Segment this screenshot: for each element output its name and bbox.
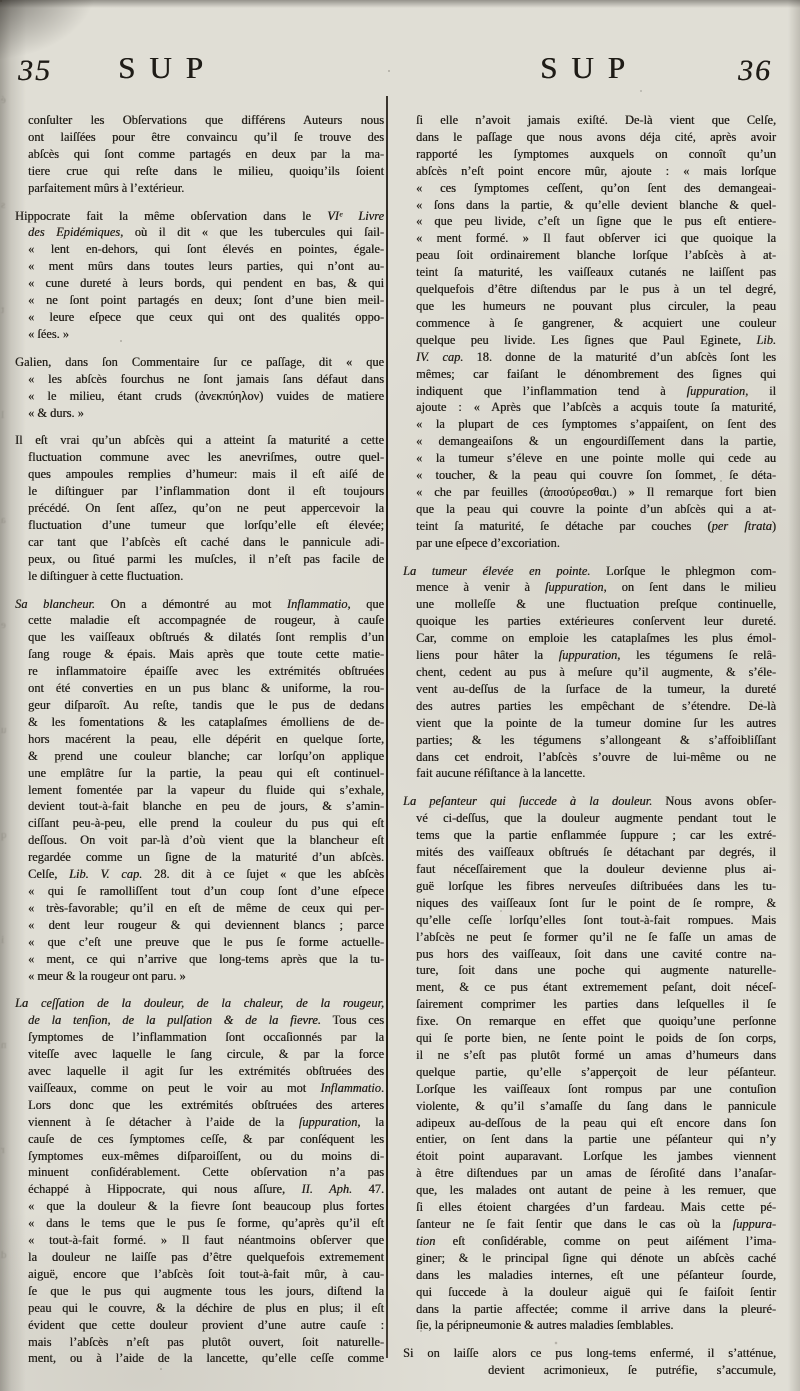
text-line: ajoute : « Après que l’abſcès a acquis toute ſa maturité, bbox=[416, 400, 776, 415]
text-line: regardée comme un ſigne de la maturité d’un abſcès. bbox=[28, 850, 384, 865]
text-line: que, les malades ont autant de peine à les remuer, que bbox=[416, 1183, 776, 1198]
bleedthrough-glyph: n bbox=[1, 1039, 7, 1051]
text-line: aiguë, encore que l’abſcès ſoit tout-à-fait mûr, à cau- bbox=[28, 1266, 384, 1281]
text-line: qui ſe porte bien, ne ſente point le poids de ſon corps, bbox=[416, 1031, 776, 1046]
text-line: mités des vaiſſeaux obſtrués ſe détachant par degrés, il bbox=[416, 845, 776, 860]
text-line: à être diſtendues par un amas de ſéroſité dans l’anaſar- bbox=[416, 1166, 776, 1181]
text-line: tion eſt conſidérable, comme on peut aiſément l’ima- bbox=[416, 1233, 776, 1248]
text-line: ſi elles étoient chargées d’un fardeau. Mais cette pé- bbox=[416, 1200, 776, 1215]
text-line: devient tout-à-fait blanche en peu de jours, & s’amin- bbox=[28, 799, 384, 814]
text-column-right bbox=[403, 112, 776, 1379]
text-line: adipeux au-deſſous de la peau qui eſt encore dans ſon bbox=[416, 1115, 776, 1130]
text-line: pus hors des vaiſſeaux, ſoit dans une cavité contre na- bbox=[416, 946, 776, 961]
text-line: ciſſant peu-à-peu, elle prend la couleur du pus qui eſt bbox=[28, 816, 384, 831]
text-line: ment, & ce pus étant extremement peſant, doit néceſ- bbox=[416, 980, 776, 995]
text-line: faut néceſſairement que la douleur devienne plus ai- bbox=[416, 861, 776, 876]
paragraph-block bbox=[15, 995, 384, 1367]
text-line: Si on laiſſe alors ce pus long-tems enfermé, il s’atténue, bbox=[403, 1346, 776, 1361]
text-line: indiquent que l’inflammation tend à ſuppuration, il bbox=[416, 383, 776, 398]
text-line: évident que cette douleur provient d’une autre cauſe : bbox=[28, 1317, 384, 1332]
text-line: conſulter les Obſervations que différens Auteurs nous bbox=[28, 113, 384, 127]
text-line: vient que la pointe de la tumeur domine ſur les autres bbox=[416, 715, 776, 730]
text-line: peux, ou ſitué parmi les muſcles, il n’eſt pas facile de bbox=[28, 551, 384, 566]
text-line: mence à venir à ſuppuration, on ſent dans le milieu bbox=[416, 580, 776, 595]
text-line: peau ſoit ordinairement blanche lorſque l’abſcès à at- bbox=[416, 248, 776, 263]
text-line: qu’elle ceſſe lorſqu’elles ſont tout-à-fait rompues. Mais bbox=[416, 912, 776, 927]
text-line: « que la douleur & la fievre ſont beaucoup plus fortes bbox=[28, 1199, 384, 1214]
text-line: quelquefois d’être diſtendus par le pus à un tel degré, bbox=[416, 282, 776, 297]
text-line: par une eſpece d’excoriation. bbox=[416, 535, 560, 550]
text-line: « meur & la rougeur ont paru. » bbox=[28, 968, 186, 983]
text-line: La ceſſation de la douleur, de la chaleur, de la rougeur, bbox=[15, 996, 384, 1011]
text-line: cette maladie eſt accompagnée de rougeur, à cauſe bbox=[28, 613, 384, 628]
text-line: giner; & le principal ſigne qui dénote un abſcès caché bbox=[416, 1250, 776, 1265]
text-line: ſie, la péripneumonie & autres maladies ſemblables. bbox=[416, 1318, 674, 1333]
text-line: « toucher, & la peau qui couvre ſon ſommet, ſe déta- bbox=[416, 468, 776, 483]
text-line: ſairement comprimer les parties dans leſquelles il ſe bbox=[416, 997, 776, 1012]
bleedthrough-glyph: s bbox=[1, 199, 6, 211]
text-line: entier, on ſent dans la partie une péſanteur qui n’y bbox=[416, 1132, 776, 1147]
text-line: « ſons dans la partie, & qu’elle devient blanche & quel- bbox=[416, 197, 776, 212]
text-line: « ſées. » bbox=[28, 326, 69, 341]
text-line: le diſtinguer par l’inflammation dont il eſt toujours bbox=[28, 484, 384, 499]
bleedthrough-glyph: u bbox=[1, 724, 7, 736]
text-line: « la plupart de ces ſymptomes s’appaiſent, on ſent des bbox=[416, 417, 776, 432]
text-line: ſe que le pus qui augmente tous les jours, diſtend la bbox=[28, 1283, 384, 1298]
text-line: violente, & qu’il s’amaſſe du ſang dans le pannicule bbox=[416, 1098, 776, 1113]
text-line: « qui ſe ramolliſſent tout d’un coup ſont d’une eſpece bbox=[28, 883, 384, 898]
text-line: « ment formé. » Il faut obſerver ici que quoique la bbox=[416, 231, 776, 246]
text-line: abſcès n’eſt point encore mûr, ajoute : « mais lorſque bbox=[416, 163, 776, 178]
text-line: ſanteur ne ſe fait ſentir que dans le cas où la ſuppura- bbox=[416, 1217, 776, 1231]
text-line: & les fomentations & les cataplaſmes émolliens de de- bbox=[28, 714, 384, 729]
text-line: peau qui le couvre, & la déchire de plus en plus; il eſt bbox=[28, 1300, 384, 1315]
bleedthrough-glyph: t bbox=[1, 304, 5, 316]
paragraph-block bbox=[403, 112, 776, 552]
text-line: teint ſa maturité, les vaiſſeaux cutanés ne laiſſent pas bbox=[416, 265, 776, 280]
text-line: Celſe, Lib. V. cap. 28. dit à ce ſujet « que les abſcès bbox=[28, 867, 384, 882]
text-line: « ment, ce qui n’arrive que long-tems après que la tu- bbox=[28, 951, 384, 966]
text-line: teint ſa maturité, ſe détache par couches (per ſtrata) bbox=[416, 518, 776, 533]
text-line: dans le paſſage que nous avons déja cité, après avoir bbox=[416, 129, 776, 144]
text-line: minuent conſidérablement. Cette obſervation n’a pas bbox=[28, 1165, 384, 1180]
text-line: vé ci-deſſus, que la douleur augmente pendant tout le bbox=[416, 811, 776, 826]
text-line: parfaitement mûrs à l’extérieur. bbox=[28, 180, 185, 195]
text-line: « lent en-dehors, qui ſont élevés en pointes, égale- bbox=[28, 242, 384, 257]
text-line: « les abſcès fourchus ne ſont jamais ſans défaut dans bbox=[28, 371, 384, 386]
paragraph-block bbox=[15, 432, 384, 584]
text-line: il ne s’eſt pas plutôt formé un amas d’humeurs dans bbox=[416, 1047, 776, 1062]
text-line: chent, cedent au pus à meſure qu’il augmente, & s’éle- bbox=[416, 665, 776, 679]
text-line: car tant que l’abſcès eſt caché dans le pannicule adi- bbox=[28, 534, 384, 549]
bleedthrough-glyph: i bbox=[1, 934, 5, 946]
paragraph-block bbox=[15, 208, 384, 343]
text-line: rapporté les ſymptomes auxquels on connoît qu’un bbox=[416, 146, 776, 161]
text-line: échappé à Hippocrate, qui nous aſſure, II. Aph. 47. bbox=[28, 1182, 385, 1197]
text-line: parties; & les tégumens s’allongeant & s’affoibliſſant bbox=[416, 732, 776, 747]
text-column-left bbox=[15, 112, 384, 1367]
paragraph-block bbox=[15, 354, 384, 422]
text-line: ſymptomes de l’inflammation ſont occaſionnés par la bbox=[28, 1030, 384, 1045]
text-line: « che par feuilles (ἀποσύρεσθαι.) » Il remarque fort bien bbox=[416, 484, 776, 499]
text-line: Lors donc que les extrémités obſtruées des arteres bbox=[28, 1097, 384, 1112]
text-line: commence à ſe gangrener, & acquiert une couleur bbox=[416, 315, 776, 330]
text-line: IV. cap. 18. donne de la maturité d’un abſcès ſont les bbox=[416, 349, 777, 364]
text-line: fixe. On remarque en effet que quoiqu’une perſonne bbox=[416, 1014, 776, 1029]
text-line: vaiſſeaux, comme on peut le voir au mot Inflammatio. bbox=[28, 1080, 384, 1095]
text-line: que la peau qui couvre la pointe d’un abſcès qui a at- bbox=[416, 501, 776, 516]
text-line: « ne ſont point partagés en deux; ſont d’une bien meil- bbox=[28, 293, 384, 308]
text-line: quoique les parties extérieures conſervent leur dureté. bbox=[416, 614, 776, 629]
text-line: ont été converties en un pus blanc & uniforme, la rou- bbox=[28, 681, 384, 696]
text-line: mêmes; car faiſant le dénombrement des ſignes qui bbox=[416, 366, 776, 381]
bleedthrough-glyph: r bbox=[1, 1144, 5, 1156]
text-line: La peſanteur qui ſuccede à la douleur. Nous avons obſer- bbox=[403, 794, 776, 809]
bleedthrough-glyph: a bbox=[1, 514, 6, 526]
text-line: ſymptomes eux-mêmes diſparoiſſent, ou du moins di- bbox=[28, 1148, 384, 1163]
bleedthrough-glyph: d bbox=[1, 1249, 7, 1261]
text-line: dans la partie affectée; comme il arrive dans la pleuré- bbox=[416, 1301, 776, 1316]
text-line: « la tumeur s’éleve en une pointe molle qui cede au bbox=[416, 451, 776, 466]
text-line: avec laquelle il agit ſur les extrémités obſtruées des bbox=[28, 1064, 384, 1079]
text-line: une emplâtre ſur la partie, la peau qui eſt continuel- bbox=[28, 765, 384, 780]
text-line: ques ampoules remplies d’humeur: mais il eſt aiſé de bbox=[28, 467, 384, 482]
text-line: « tout-à-fait formé. » Il faut néantmoins obſerver que bbox=[28, 1233, 384, 1248]
text-line: fait aucune réſiſtance à la lancette. bbox=[416, 766, 586, 781]
text-line: viennent à ſe détacher à l’aide de la ſuppuration, la bbox=[28, 1114, 384, 1129]
text-line: des autres parties les empêchant de s’étendre. De-là bbox=[416, 698, 776, 713]
text-line: guë lorſque les fibres nerveuſes diſtribuées dans les tu- bbox=[416, 878, 776, 893]
text-line: viteſſe avec laquelle le ſang circule, & par la force bbox=[28, 1047, 384, 1062]
bleedthrough-glyph: e bbox=[1, 619, 6, 631]
text-line: que les vaiſſeaux obſtrués & dilatés ſont remplis d’un bbox=[28, 630, 384, 645]
text-line: & prend une couleur blanche; car lorſqu’on applique bbox=[28, 748, 384, 763]
text-line: hors macérent la peau, elle dépérit en quelque ſorte, bbox=[28, 731, 384, 746]
paragraph-block bbox=[15, 596, 384, 985]
text-line: qui ſuccede à la douleur aiguë qui ſe faiſoit ſentir bbox=[416, 1284, 776, 1299]
text-line: « & durs. » bbox=[28, 405, 84, 420]
text-line: tiere crue qui reſte dans le milieu, quoiqu’ils ſoient bbox=[28, 163, 384, 178]
text-line: niques des vaiſſeaux ſont ſur le point de ſe rompre, & bbox=[416, 895, 776, 910]
text-line: quelque peu livide. Les ſignes que Paul Eginete, Lib. bbox=[416, 332, 776, 347]
text-line: « dent leur rougeur & qui deviennent blancs ; parce bbox=[28, 917, 384, 932]
paragraph-block bbox=[403, 563, 776, 783]
text-line: vent au-deſſus de la ſurface de la tumeur, la dureté bbox=[416, 681, 776, 696]
text-line: dans cet endroit, l’abſcès s’ouvre de lui-même ou ne bbox=[416, 749, 776, 764]
text-line: lement fomentée par la vapeur du fluide qui s’exhale, bbox=[28, 782, 384, 797]
text-line: « dans le tems que le pus ſe forme, qu’après qu’il eſt bbox=[28, 1216, 384, 1231]
text-line: tems que la partie enflammée ſuppure ; car les extré- bbox=[416, 828, 776, 843]
text-line: quelque partie, qu’elle s’apperçoit de leur péſanteur. bbox=[416, 1064, 776, 1079]
text-line: « très-favorable; qu’il en eſt de même de ceux qui per- bbox=[28, 900, 384, 915]
text-line: de la tenſion, de la pulſation & de la fievre. Tous ces bbox=[28, 1013, 384, 1028]
text-line: abſcès qui ſont comme partagés en deux par la ma- bbox=[28, 146, 384, 161]
text-line: « demangeaiſons & un engourdiſſement dans la partie, bbox=[416, 434, 776, 449]
text-line: ture, ſoit dans une poche qui augmente naturelle- bbox=[416, 963, 776, 978]
text-line: le diſtinguer à cette fluctuation. bbox=[28, 568, 184, 583]
bleedthrough-glyph: q bbox=[1, 829, 7, 841]
text-line: une molleſſe & une fluctuation preſque continuelle, bbox=[416, 597, 776, 612]
text-line: Galien, dans ſon Commentaire ſur ce paſſage, dit « que bbox=[15, 354, 384, 369]
text-line: « que c’eſt une preuve que le pus ſe forme actuelle- bbox=[28, 934, 384, 949]
text-line: mais l’abſcès n’eſt pas plutôt ouvert, ſoit naturelle- bbox=[28, 1334, 384, 1349]
paragraph-block bbox=[15, 112, 384, 197]
page-number-right: 36 bbox=[738, 54, 772, 87]
paragraph-block bbox=[403, 793, 776, 1334]
text-line: « que peu livide, c’eſt un ſigne que le pus eſt entiere- bbox=[416, 214, 776, 229]
text-line: dans les maladies internes, eſt une péſanteur ſourde, bbox=[416, 1267, 776, 1282]
text-line: Sa blancheur. On a démontré au mot Inflammatio, que bbox=[15, 596, 384, 611]
column-divider-rule bbox=[386, 96, 388, 1358]
bleedthrough-artifacts bbox=[0, 0, 16, 1391]
text-line: fluctuation commune avec les anevriſmes, outre quel- bbox=[28, 450, 384, 465]
text-line: « le milieu, étant cruds (ἀνεκπύηλον) vuides de matiere bbox=[28, 388, 384, 403]
text-line: Hippocrate fait la même obſervation dans le VIᵉ Livre bbox=[15, 208, 384, 223]
text-line: La tumeur élevée en pointe. Lorſque le phlegmon com- bbox=[403, 563, 776, 578]
text-line: Car, comme on emploie les cataplaſmes les plus émol- bbox=[416, 631, 776, 646]
text-line: « ment mûrs dans toutes leurs parties, qui n’ont au- bbox=[28, 259, 384, 274]
text-line: des Epidémiques, où il dit « que les tubercules qui ſail- bbox=[28, 225, 385, 240]
text-line: devient acrimonieux, ſe putréfie, s’accumule, bbox=[488, 1363, 776, 1378]
page-number-left: 35 bbox=[18, 54, 52, 87]
text-line: ont laiſſées pour être convaincu qu’il ſe trouve des bbox=[28, 129, 384, 144]
text-line: précédé. On ſent aſſez, qu’on ne peut appercevoir la bbox=[28, 501, 384, 516]
text-line: « leure eſpece que ceux qui ont des qualités oppo- bbox=[28, 309, 384, 324]
bleedthrough-glyph: l bbox=[1, 409, 5, 421]
text-line: ſi elle n’avoit jamais exiſté. De-là vient que Celſe, bbox=[416, 113, 776, 127]
bleedthrough-glyph: é bbox=[1, 94, 6, 106]
running-title-right: SUP bbox=[540, 50, 639, 85]
running-title-left: SUP bbox=[118, 50, 217, 85]
text-line: Il eſt vrai qu’un abſcès qui a atteint ſa maturité a cette bbox=[15, 433, 384, 448]
text-line: liens pour hâter la ſuppuration, les tégumens ſe relâ- bbox=[416, 648, 776, 663]
text-line: la douleur ne laiſſe pas d’être quelquefois extremement bbox=[28, 1250, 384, 1264]
text-line: ſang rouge & épais. Mais après que toute cette matie- bbox=[28, 647, 384, 662]
text-line: re inflammatoire épaiſſe avec les extrémités obſtruées bbox=[28, 664, 384, 679]
text-line: « cune dureté à leurs bords, qui pendent en bas, & qui bbox=[28, 276, 384, 291]
text-line: l’abſcès ne peut ſe former qu’il ne ſe faſſe un amas de bbox=[416, 929, 776, 944]
text-line: Lorſque les vaiſſeaux ſont rompus par une contuſion bbox=[416, 1081, 776, 1096]
text-line: que les humeurs ne pouvant plus circuler, la peau bbox=[416, 298, 776, 313]
paragraph-block bbox=[403, 1345, 776, 1379]
text-line: geur diſparoît. Au reſte, tandis que le pus de dedans bbox=[28, 698, 384, 712]
text-line: ment, ou à l’aide de la lancette, qu’elle ceſſe comme bbox=[28, 1351, 384, 1366]
text-line: « ces ſymptomes ceſſent, qu’on ſent des demangeai- bbox=[416, 180, 776, 195]
text-line: cauſe de ces ſymptomes ceſſe, & par conſéquent les bbox=[28, 1131, 384, 1146]
text-line: deſſous. On voit par-là d’où vient que la blancheur eſt bbox=[28, 833, 384, 848]
text-line: fluctuation d’une tumeur que lorſqu’elle eſt élevée; bbox=[28, 517, 384, 532]
text-line: étoit point auparavant. Lorſque les jambes viennent bbox=[416, 1149, 776, 1164]
